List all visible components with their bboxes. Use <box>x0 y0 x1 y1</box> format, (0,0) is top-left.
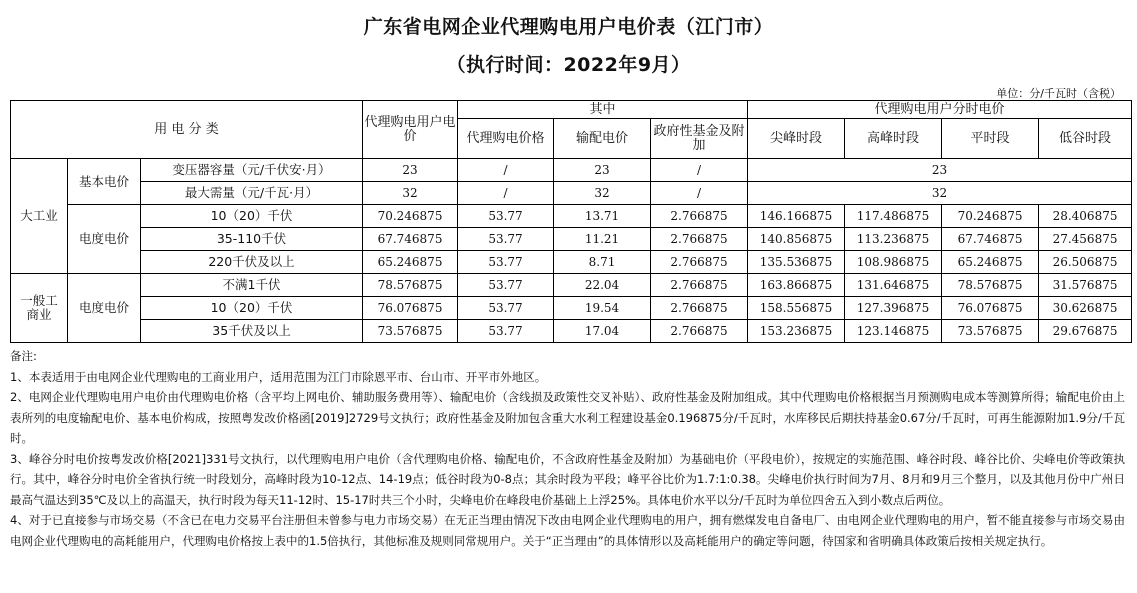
header-transmission: 输配电价 <box>554 119 651 159</box>
cell-sharp: 153.236875 <box>748 320 845 343</box>
cell-valley: 26.506875 <box>1039 251 1132 274</box>
cell-peak: 108.986875 <box>845 251 942 274</box>
table-row <box>11 297 1132 320</box>
cell-proxy: 53.77 <box>458 205 554 228</box>
cell-flat: 78.576875 <box>942 274 1039 297</box>
price-table <box>10 100 1132 343</box>
cell-fund: 2.766875 <box>651 320 748 343</box>
note-1: 1、本表适用于由电网企业代理购电的工商业用户，适用范围为江门市除恩平市、台山市、开平市外地区。 <box>10 369 547 384</box>
group-label-line1: 一般工 <box>20 293 58 308</box>
cell-fund: 2.766875 <box>651 297 748 320</box>
group-large-industry: 大工业 <box>11 159 68 274</box>
cell-valley: 31.576875 <box>1039 274 1132 297</box>
header-tou: 代理购电用户分时电价 <box>748 101 1132 119</box>
cell-transmission: 23 <box>554 159 651 182</box>
row-label: 变压器容量（元/千伏安·月） <box>141 159 363 182</box>
cell-proxy: 53.77 <box>458 251 554 274</box>
table-row <box>11 251 1132 274</box>
cell-total: 73.576875 <box>363 320 458 343</box>
cell-transmission: 19.54 <box>554 297 651 320</box>
table-row <box>11 205 1132 228</box>
cell-proxy: 53.77 <box>458 274 554 297</box>
cell-total: 78.576875 <box>363 274 458 297</box>
cell-proxy: 53.77 <box>458 228 554 251</box>
cell-fund: 2.766875 <box>651 251 748 274</box>
header-fund: 政府性基金及附加 <box>651 119 748 159</box>
table-row <box>11 320 1132 343</box>
cell-peak: 131.646875 <box>845 274 942 297</box>
basic-price-label: 基本电价 <box>68 159 141 205</box>
group-general-commercial <box>11 274 68 343</box>
header-peak-sharp: 尖峰时段 <box>748 119 845 159</box>
row-label: 35千伏及以上 <box>141 320 363 343</box>
cell-total: 65.246875 <box>363 251 458 274</box>
row-label: 10（20）千伏 <box>141 297 363 320</box>
note-3: 3、峰谷分时电价按粤发改价格[2021]331号文执行，以代理购电用户电价（含代理购电价格、输配电价，不含政府性基金及附加）为基础电价（平段电价），按规定的实施范围、峰谷时段、峰谷比价、尖峰电价等政策执行。其中，峰谷分时电价全省执行统一时段划分，高峰时段为10-12点、14-19点；低谷时段为0-8点；其余时段为平段；峰平谷比价为1.7:1:0.38。尖峰电价执行时间为7月、8月和9月三个整月，以及其他月份中广州日最高气温达到35℃及以上的高温天，执行时段为每天11-12时、15-17时共三个小时，尖峰电价在峰段电价基础上上浮25%。具体电价水平以分/千瓦时为单位四舍五入到小数点后两位。 <box>10 451 1125 507</box>
cell-transmission: 32 <box>554 182 651 205</box>
energy-price-label: 电度电价 <box>68 205 141 274</box>
cell-valley: 28.406875 <box>1039 205 1132 228</box>
cell-total: 76.076875 <box>363 297 458 320</box>
cell-transmission: 17.04 <box>554 320 651 343</box>
row-label: 10（20）千伏 <box>141 205 363 228</box>
cell-transmission: 8.71 <box>554 251 651 274</box>
group-label-line2: 商业 <box>26 307 52 322</box>
energy-price-label: 电度电价 <box>68 274 141 343</box>
cell-sharp: 146.166875 <box>748 205 845 228</box>
cell-total: 70.246875 <box>363 205 458 228</box>
cell-valley: 29.676875 <box>1039 320 1132 343</box>
cell-total: 23 <box>363 159 458 182</box>
notes-section <box>10 346 1125 551</box>
cell-fund: / <box>651 182 748 205</box>
cell-flat: 70.246875 <box>942 205 1039 228</box>
cell-valley: 30.626875 <box>1039 297 1132 320</box>
row-label: 最大需量（元/千瓦·月） <box>141 182 363 205</box>
row-label: 35-110千伏 <box>141 228 363 251</box>
cell-total: 67.746875 <box>363 228 458 251</box>
cell-total: 32 <box>363 182 458 205</box>
cell-peak: 113.236875 <box>845 228 942 251</box>
cell-transmission: 22.04 <box>554 274 651 297</box>
cell-fund: 2.766875 <box>651 205 748 228</box>
table-row <box>11 274 1132 297</box>
cell-sharp: 135.536875 <box>748 251 845 274</box>
note-2: 2、电网企业代理购电用户电价由代理购电价格（含平均上网电价、辅助服务费用等）、输配电价（含线损及政策性交叉补贴）、政府性基金及附加组成。其中代理购电价格根据当月预测购电成本等测算所得；输配电价由上表所列的电度输配电价、基本电价构成，按照粤发改价格函[2019]2729号文执行；政府性基金及附加包含重大水利工程建设基金0.196875分/千瓦时，水库移民后期扶持基金0.67分/千瓦时，可再生能源附加1.9分/千瓦时。 <box>10 390 1125 445</box>
row-label: 不满1千伏 <box>141 274 363 297</box>
cell-sharp: 163.866875 <box>748 274 845 297</box>
notes-heading: 备注: <box>10 349 37 363</box>
page-subtitle: （执行时间：2022年9月） <box>446 54 691 76</box>
cell-fund: 2.766875 <box>651 274 748 297</box>
cell-flat: 65.246875 <box>942 251 1039 274</box>
cell-peak: 117.486875 <box>845 205 942 228</box>
cell-flat: 76.076875 <box>942 297 1039 320</box>
header-category: 用 电 分 类 <box>11 101 363 159</box>
header-among: 其中 <box>458 101 748 119</box>
cell-flat: 67.746875 <box>942 228 1039 251</box>
cell-fund: / <box>651 159 748 182</box>
cell-flat: 73.576875 <box>942 320 1039 343</box>
cell-valley: 27.456875 <box>1039 228 1132 251</box>
cell-peak: 127.396875 <box>845 297 942 320</box>
cell-transmission: 11.21 <box>554 228 651 251</box>
table-row <box>11 228 1132 251</box>
cell-proxy: 53.77 <box>458 320 554 343</box>
cell-tou: 23 <box>748 159 1132 182</box>
unit-label: 单位：分/千瓦时（含税） <box>996 87 1121 100</box>
cell-fund: 2.766875 <box>651 228 748 251</box>
cell-sharp: 158.556875 <box>748 297 845 320</box>
header-peak: 高峰时段 <box>845 119 942 159</box>
cell-tou: 32 <box>748 182 1132 205</box>
header-agent-price: 代理购电用户电价 <box>363 101 458 159</box>
header-proxy-price: 代理购电价格 <box>458 119 554 159</box>
page-title: 广东省电网企业代理购电用户电价表（江门市） <box>363 16 774 38</box>
cell-proxy: / <box>458 182 554 205</box>
cell-transmission: 13.71 <box>554 205 651 228</box>
header-flat: 平时段 <box>942 119 1039 159</box>
cell-sharp: 140.856875 <box>748 228 845 251</box>
row-label: 220千伏及以上 <box>141 251 363 274</box>
note-4: 4、对于已直接参与市场交易（不含已在电力交易平台注册但未曾参与电力市场交易）在无正当理由情况下改由电网企业代理购电的用户，拥有燃煤发电自备电厂、由电网企业代理购电的用户，暂不能直接参与市场交易由电网企业代理购电的高耗能用户，代理购电价格按上表中的1.5倍执行，其他标准及规则同常规用户。关于“正当理由”的具体情形以及高耗能用户的确定等问题，待国家和省明确具体政策后按相关规定执行。 <box>10 513 1125 548</box>
cell-peak: 123.146875 <box>845 320 942 343</box>
cell-proxy: 53.77 <box>458 297 554 320</box>
cell-proxy: / <box>458 159 554 182</box>
header-valley: 低谷时段 <box>1039 119 1132 159</box>
